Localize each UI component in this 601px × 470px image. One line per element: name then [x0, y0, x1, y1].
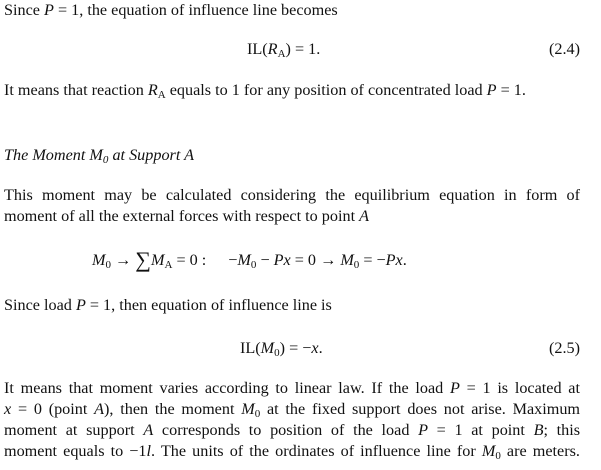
var-m: M	[481, 442, 496, 460]
var-p: P	[486, 81, 497, 99]
text: = 1.	[496, 81, 526, 99]
equation-equilibrium	[92, 249, 407, 276]
paragraph-since-load	[4, 295, 332, 315]
paragraph-reaction	[4, 80, 526, 105]
text: ), then the moment	[104, 400, 242, 418]
paragraph-moment-line2	[4, 206, 369, 226]
text: . The units of the ordinates of influence line for	[151, 442, 482, 460]
text: = 0 :	[172, 251, 207, 269]
paragraph-linear-law-line4	[4, 441, 580, 466]
text: at the fixed support does not arise. Maximum	[260, 400, 581, 418]
text: = 1	[53, 1, 80, 19]
text: Since	[4, 1, 45, 19]
text: −	[228, 251, 238, 269]
section-heading	[4, 145, 194, 170]
var-p: P	[385, 251, 396, 269]
equation-2-5	[240, 337, 323, 364]
subscript: A	[164, 259, 173, 271]
text: IL(	[240, 339, 261, 357]
var-l: l	[146, 442, 152, 460]
text: →	[110, 251, 136, 269]
sum-symbol: ∑	[135, 247, 151, 272]
var-a: A	[359, 207, 370, 225]
text: = 0 →	[290, 251, 341, 269]
var-m: M	[340, 251, 354, 269]
subscript: 0	[274, 347, 280, 359]
var-a: A	[143, 421, 154, 439]
text: It means that reaction	[4, 81, 148, 99]
var-x: x	[4, 400, 12, 418]
var-m: M	[89, 146, 103, 164]
var-x: x	[395, 251, 403, 269]
text: Since load	[4, 296, 76, 314]
paragraph-linear-law-line3	[4, 420, 580, 440]
text: are meters.	[500, 442, 580, 460]
var-p: P	[418, 421, 428, 439]
text: at Support A	[108, 146, 194, 164]
text: = 1, then equation of influence line is	[85, 296, 332, 314]
text: .	[402, 251, 407, 269]
text: .	[318, 339, 323, 357]
text: = −	[359, 251, 386, 269]
var-r: R	[147, 81, 158, 99]
var-p: P	[273, 251, 284, 269]
text: The Moment	[4, 146, 90, 164]
paragraph-linear-law-line1	[4, 378, 580, 398]
equation-2-4	[247, 38, 320, 65]
var-p: P	[450, 379, 460, 397]
text: , the equation of influence line becomes	[79, 1, 338, 19]
var-p: P	[75, 296, 86, 314]
var-m: M	[260, 339, 275, 357]
text: It means that moment varies according to linear law. If the load	[4, 379, 451, 397]
subscript: 0	[353, 259, 360, 271]
subscript: 0	[250, 259, 257, 271]
subscript: 0	[105, 259, 111, 271]
var-m: M	[150, 251, 165, 269]
paragraph-moment-line1: This moment may be calculated considering the equilibrium equation in form of	[4, 186, 580, 204]
equation-number-2-4: (2.4)	[548, 40, 580, 58]
text: moment at support	[4, 421, 144, 439]
var-m: M	[241, 400, 255, 418]
text: equals to 1 for any position of concentrated load	[165, 81, 487, 99]
var-a: A	[94, 400, 105, 418]
var-x: x	[283, 251, 291, 269]
text: −	[256, 251, 274, 269]
subscript: 0	[102, 154, 109, 166]
subscript: A	[277, 48, 286, 60]
text: moment equals to −1	[4, 442, 147, 460]
subscript: A	[157, 89, 166, 101]
text: ) = −	[279, 339, 312, 357]
text: ; this	[543, 421, 581, 439]
var-m: M	[237, 251, 251, 269]
text: IL(	[247, 40, 268, 58]
paragraph-since-p	[4, 0, 338, 20]
text: = 1 at point	[427, 421, 534, 439]
var-r: R	[267, 40, 278, 58]
text: corresponds to position of the load	[153, 421, 419, 439]
text: = 1 is located at	[459, 379, 580, 397]
var-b: B	[533, 421, 544, 439]
text: ) = 1.	[285, 40, 321, 58]
var-p: P	[44, 1, 54, 19]
equation-number-2-5: (2.5)	[548, 339, 580, 357]
text: moment of all the external forces with respect to point	[4, 207, 360, 225]
subscript: 0	[495, 450, 501, 462]
var-m: M	[92, 251, 106, 269]
text: = 0 (point	[11, 400, 95, 418]
subscript: 0	[254, 408, 261, 420]
var-x: x	[311, 339, 319, 357]
